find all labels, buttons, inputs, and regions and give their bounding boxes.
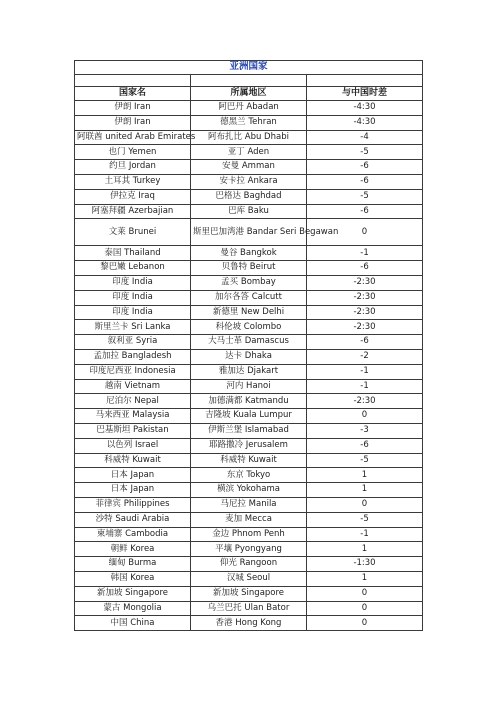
table-title: 亚洲国家	[75, 61, 423, 75]
region-cell: 德黑兰 Tehran	[191, 115, 307, 130]
region-cell: 平壤 Pyongyang	[191, 542, 307, 557]
region-cell: 科威特 Kuwait	[191, 453, 307, 468]
country-cell: 伊朗 Iran	[75, 115, 191, 130]
time-difference-cell: 0	[307, 497, 423, 512]
region-cell: 雅加达 Djakart	[191, 364, 307, 379]
country-cell: 巴基斯坦 Pakistan	[75, 423, 191, 438]
table-row	[75, 204, 423, 219]
region-cell: 汉城 Seoul	[191, 571, 307, 586]
header-row	[75, 87, 423, 101]
region-cell: 斯里巴加湾港 Bandar Seri Begawan	[191, 219, 307, 246]
time-difference-cell: 0	[307, 219, 423, 246]
time-difference-cell: -4:30	[307, 115, 423, 130]
time-difference-cell: -1	[307, 527, 423, 542]
country-cell: 日本 Japan	[75, 483, 191, 498]
country-cell: 朝鲜 Korea	[75, 542, 191, 557]
region-cell: 科伦坡 Colombo	[191, 320, 307, 335]
table-row	[75, 174, 423, 189]
region-cell: 加尔各答 Calcutt	[191, 290, 307, 305]
region-cell: 耶路撒冷 Jerusalem	[191, 438, 307, 453]
region-cell: 马尼拉 Manila	[191, 497, 307, 512]
table-row	[75, 160, 423, 175]
country-cell: 黎巴嫩 Lebanon	[75, 261, 191, 276]
table-row	[75, 305, 423, 320]
country-cell: 土耳其 Turkey	[75, 174, 191, 189]
region-cell: 贝鲁特 Beirut	[191, 261, 307, 276]
country-cell: 菲律宾 Philippines	[75, 497, 191, 512]
country-cell: 约旦 Jordan	[75, 160, 191, 175]
time-difference-cell: -2	[307, 349, 423, 364]
blank-cell	[307, 75, 423, 87]
region-cell: 东京 Tokyo	[191, 468, 307, 483]
region-cell: 新德里 New Delhi	[191, 305, 307, 320]
table-row	[75, 219, 423, 246]
time-difference-cell: 1	[307, 571, 423, 586]
table-row	[75, 394, 423, 409]
header-time-difference: 与中国时差	[307, 87, 423, 101]
table-row	[75, 438, 423, 453]
table-row	[75, 115, 423, 130]
time-difference-cell: 1	[307, 468, 423, 483]
table-row	[75, 101, 423, 116]
country-cell: 叙利亚 Syria	[75, 335, 191, 350]
table-row	[75, 512, 423, 527]
country-cell: 伊拉克 Iraq	[75, 189, 191, 204]
time-difference-cell: -6	[307, 174, 423, 189]
region-cell: 香港 Hong Kong	[191, 616, 307, 631]
region-cell: 孟买 Bombay	[191, 275, 307, 290]
table-row	[75, 616, 423, 631]
time-difference-cell: 0	[307, 616, 423, 631]
table-row	[75, 290, 423, 305]
country-cell: 也门 Yemen	[75, 145, 191, 160]
region-cell: 加德满都 Katmandu	[191, 394, 307, 409]
table-row	[75, 586, 423, 601]
time-difference-cell: -4	[307, 130, 423, 145]
time-difference-cell: -5	[307, 453, 423, 468]
time-difference-cell: -1	[307, 364, 423, 379]
table-row	[75, 320, 423, 335]
country-cell: 科威特 Kuwait	[75, 453, 191, 468]
table-row	[75, 379, 423, 394]
country-cell: 越南 Vietnam	[75, 379, 191, 394]
header-region: 所属地区	[191, 87, 307, 101]
country-cell: 阿塞拜疆 Azerbajian	[75, 204, 191, 219]
table-row	[75, 423, 423, 438]
region-cell: 仰光 Rangoon	[191, 557, 307, 572]
time-difference-cell: 1	[307, 542, 423, 557]
region-cell: 安卡拉 Ankara	[191, 174, 307, 189]
table-row	[75, 497, 423, 512]
blank-cell	[191, 75, 307, 87]
header-country: 国家名	[75, 87, 191, 101]
time-difference-cell: -1:30	[307, 557, 423, 572]
region-cell: 亚丁 Aden	[191, 145, 307, 160]
time-difference-cell: -2:30	[307, 320, 423, 335]
time-difference-cell: -3	[307, 423, 423, 438]
region-cell: 横滨 Yokohama	[191, 483, 307, 498]
time-difference-cell: 1	[307, 483, 423, 498]
table-row	[75, 349, 423, 364]
country-cell: 印度 India	[75, 305, 191, 320]
country-cell: 日本 Japan	[75, 468, 191, 483]
time-difference-cell: -2:30	[307, 394, 423, 409]
region-cell: 巴格达 Baghdad	[191, 189, 307, 204]
region-cell: 安曼 Amman	[191, 160, 307, 175]
country-cell: 尼泊尔 Nepal	[75, 394, 191, 409]
table-row	[75, 275, 423, 290]
country-cell: 韩国 Korea	[75, 571, 191, 586]
time-difference-cell: 0	[307, 586, 423, 601]
table-row	[75, 335, 423, 350]
time-difference-cell: -5	[307, 512, 423, 527]
country-cell: 印度 India	[75, 290, 191, 305]
region-cell: 乌兰巴托 Ulan Bator	[191, 601, 307, 616]
region-cell: 达卡 Dhaka	[191, 349, 307, 364]
table-row	[75, 483, 423, 498]
time-difference-cell: -6	[307, 335, 423, 350]
table-row	[75, 261, 423, 276]
table-row	[75, 145, 423, 160]
time-difference-cell: -2:30	[307, 305, 423, 320]
time-difference-cell: -2:30	[307, 275, 423, 290]
table-row	[75, 189, 423, 204]
table-body	[75, 61, 423, 631]
table-row	[75, 542, 423, 557]
country-cell: 缅甸 Burma	[75, 557, 191, 572]
region-cell: 麦加 Mecca	[191, 512, 307, 527]
country-cell: 孟加拉 Bangladesh	[75, 349, 191, 364]
region-cell: 大马士革 Damascus	[191, 335, 307, 350]
time-difference-cell: -6	[307, 160, 423, 175]
title-row	[75, 61, 423, 75]
blank-row	[75, 75, 423, 87]
region-cell: 伊斯兰堡 Islamabad	[191, 423, 307, 438]
time-difference-cell: -1	[307, 246, 423, 261]
country-cell: 新加坡 Singapore	[75, 586, 191, 601]
blank-cell	[75, 75, 191, 87]
table-row	[75, 527, 423, 542]
table-row	[75, 409, 423, 424]
country-cell: 印度尼西亚 Indonesia	[75, 364, 191, 379]
country-cell: 以色列 Israel	[75, 438, 191, 453]
table-row	[75, 601, 423, 616]
country-cell: 马来西亚 Malaysia	[75, 409, 191, 424]
region-cell: 阿布扎比 Abu Dhabi	[191, 130, 307, 145]
table-row	[75, 246, 423, 261]
region-cell: 河内 Hanoi	[191, 379, 307, 394]
time-difference-cell: -4:30	[307, 101, 423, 116]
country-cell: 泰国 Thailand	[75, 246, 191, 261]
table-row	[75, 468, 423, 483]
region-cell: 巴库 Baku	[191, 204, 307, 219]
table-row	[75, 571, 423, 586]
table-row	[75, 453, 423, 468]
country-cell: 蒙古 Mongolia	[75, 601, 191, 616]
time-difference-cell: -6	[307, 261, 423, 276]
country-cell: 文莱 Brunei	[75, 219, 191, 246]
time-difference-cell: 0	[307, 601, 423, 616]
table-row	[75, 364, 423, 379]
region-cell: 曼谷 Bangkok	[191, 246, 307, 261]
country-cell: 伊朗 Iran	[75, 101, 191, 116]
time-difference-cell: -6	[307, 438, 423, 453]
country-cell: 印度 India	[75, 275, 191, 290]
time-difference-cell: 0	[307, 409, 423, 424]
region-cell: 阿巴丹 Abadan	[191, 101, 307, 116]
time-difference-cell: -1	[307, 379, 423, 394]
region-cell: 吉隆坡 Kuala Lumpur	[191, 409, 307, 424]
table-row	[75, 130, 423, 145]
country-cell: 中国 China	[75, 616, 191, 631]
region-cell: 新加坡 Singapore	[191, 586, 307, 601]
time-difference-cell: -5	[307, 145, 423, 160]
country-cell: 沙特 Saudi Arabia	[75, 512, 191, 527]
time-difference-cell: -2:30	[307, 290, 423, 305]
asia-timezone-table	[74, 60, 423, 631]
country-cell: 柬埔寨 Cambodia	[75, 527, 191, 542]
time-difference-cell: -5	[307, 189, 423, 204]
region-cell: 金边 Phnom Penh	[191, 527, 307, 542]
country-cell: 阿联酋 united Arab Emirates	[75, 130, 191, 145]
time-difference-cell: -6	[307, 204, 423, 219]
country-cell: 斯里兰卡 Sri Lanka	[75, 320, 191, 335]
table-row	[75, 557, 423, 572]
